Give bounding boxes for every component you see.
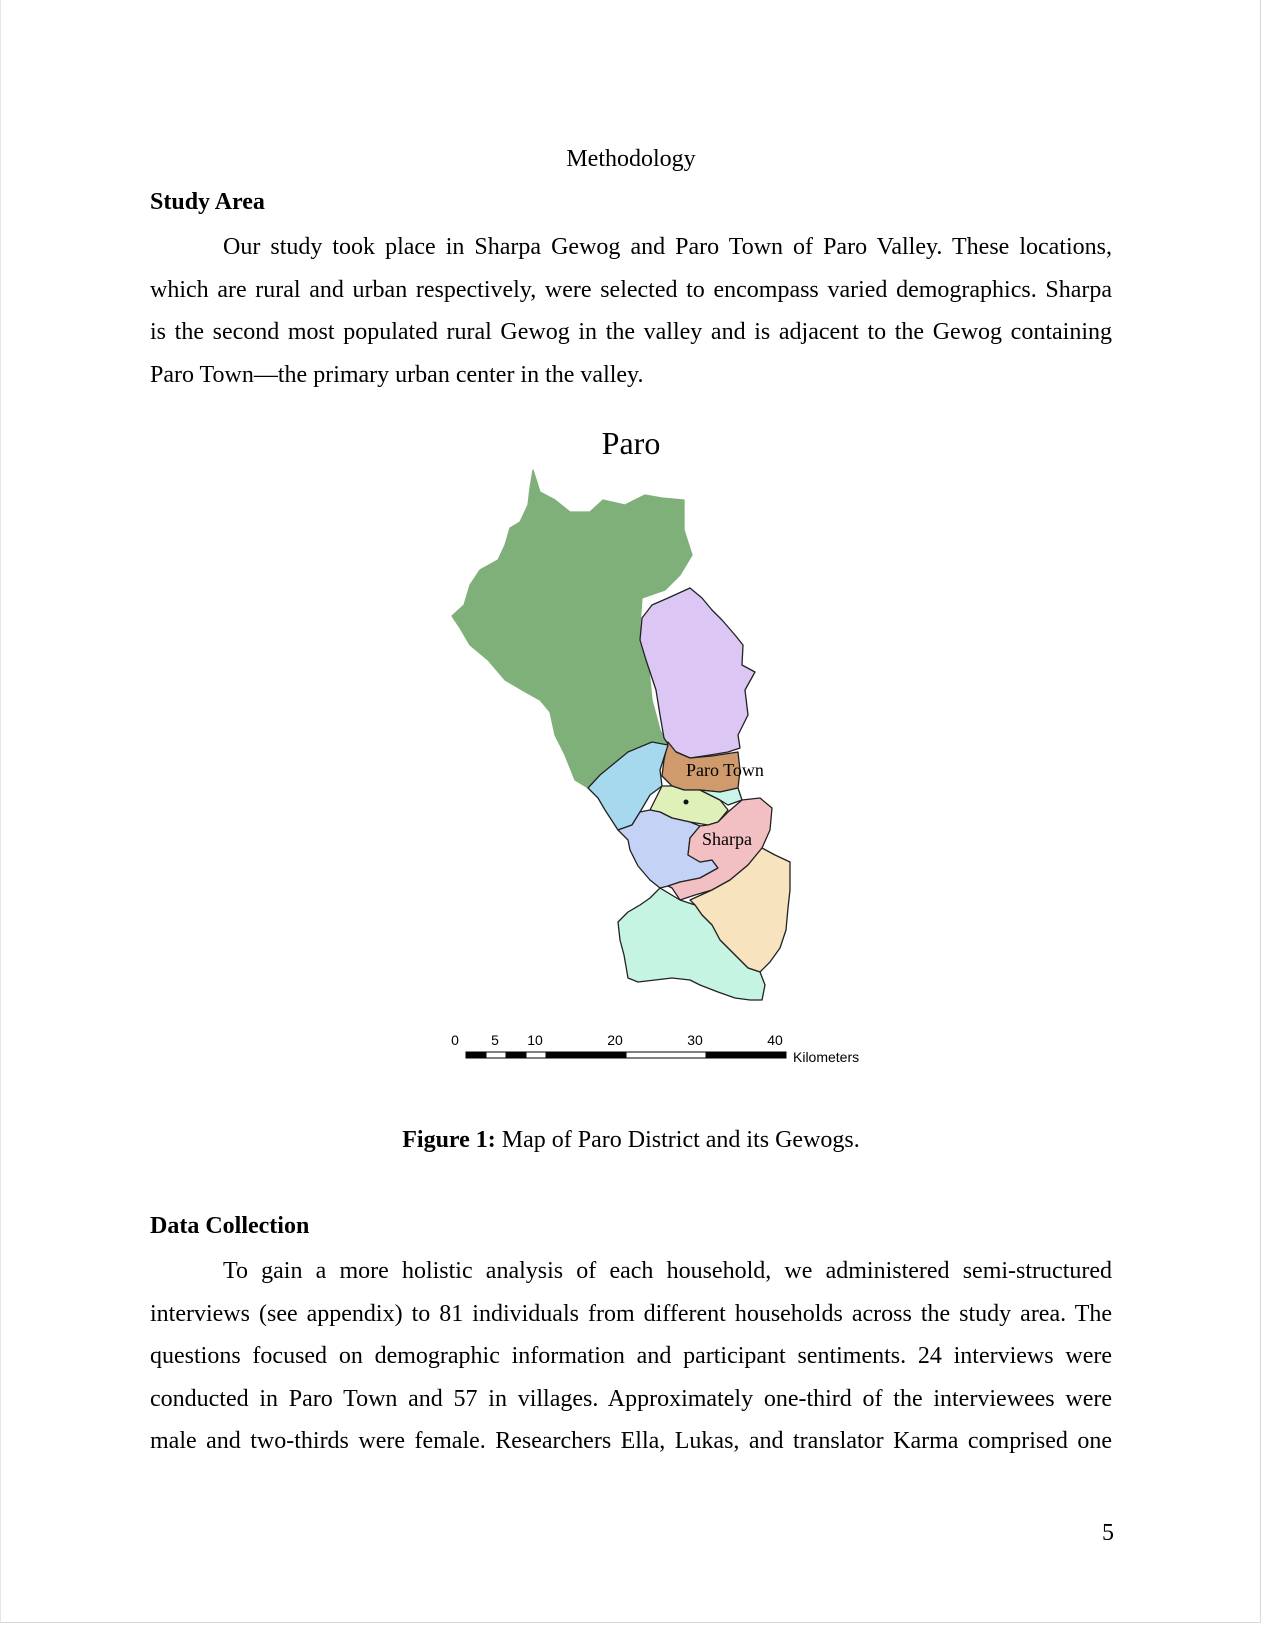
paragraph-line: Our study took place in Sharpa Gewog and Paro Town of Paro Valley. These locations, — [223, 234, 1112, 260]
paro-district-map — [430, 462, 800, 1002]
scale-segment — [506, 1052, 526, 1058]
study-area-heading: Study Area — [150, 189, 265, 215]
scale-tick-label: 30 — [687, 1032, 703, 1048]
scale-tick-label: 5 — [491, 1032, 499, 1048]
label-paro-town: Paro Town — [686, 760, 764, 780]
scale-tick-label: 0 — [451, 1032, 459, 1048]
scale-segment — [706, 1052, 786, 1058]
data-collection-paragraph — [150, 1250, 1112, 1463]
paragraph-line: which are rural and urban respectively, were selected to encompass varied demographics. Sharpa — [150, 276, 1112, 303]
paragraph-line: questions focused on demographic information and participant sentiments. 24 interviews were — [150, 1343, 1112, 1369]
scale-tick-label: 10 — [527, 1032, 543, 1048]
scale-segment — [466, 1052, 486, 1058]
figure-label: Figure 1: — [402, 1127, 496, 1153]
scale-tick-label: 20 — [607, 1032, 623, 1048]
paragraph-line: Paro Town—the primary urban center in the valley. — [150, 361, 644, 388]
paragraph-line: is the second most populated rural Gewog in the valley and is adjacent to the Gewog containing — [150, 319, 1112, 345]
scale-bar — [440, 1032, 880, 1072]
figure-caption-text: Map of Paro District and its Gewogs. — [495, 1127, 860, 1153]
scale-segment — [626, 1052, 706, 1058]
paragraph-line: To gain a more holistic analysis of each household, we administered semi-structured — [223, 1258, 1112, 1284]
scale-segment — [546, 1052, 626, 1058]
data-collection-heading: Data Collection — [150, 1213, 310, 1239]
scale-segment — [526, 1052, 546, 1058]
paragraph-line: conducted in Paro Town and 57 in villages. Approximately one-third of the interviewees were — [150, 1385, 1112, 1412]
page-edge — [0, 0, 1, 1622]
scale-segment — [486, 1052, 506, 1058]
scale-unit: Kilometers — [793, 1049, 860, 1065]
page-number: 5 — [1102, 1520, 1114, 1546]
paragraph-line: interviews (see appendix) to 81 individuals from different households across the study area. The — [150, 1300, 1112, 1327]
section-title: Methodology — [566, 146, 696, 172]
study-area-paragraph — [150, 226, 1112, 396]
scale-tick-label: 40 — [767, 1032, 783, 1048]
figure-caption — [0, 1125, 1262, 1155]
map-title: Paro — [601, 425, 661, 461]
label-sharpa: Sharpa — [702, 829, 752, 849]
paro-town-point — [684, 800, 689, 805]
paragraph-line: male and two-thirds were female. Researchers Ella, Lukas, and translator Karma comprised one — [150, 1428, 1112, 1454]
